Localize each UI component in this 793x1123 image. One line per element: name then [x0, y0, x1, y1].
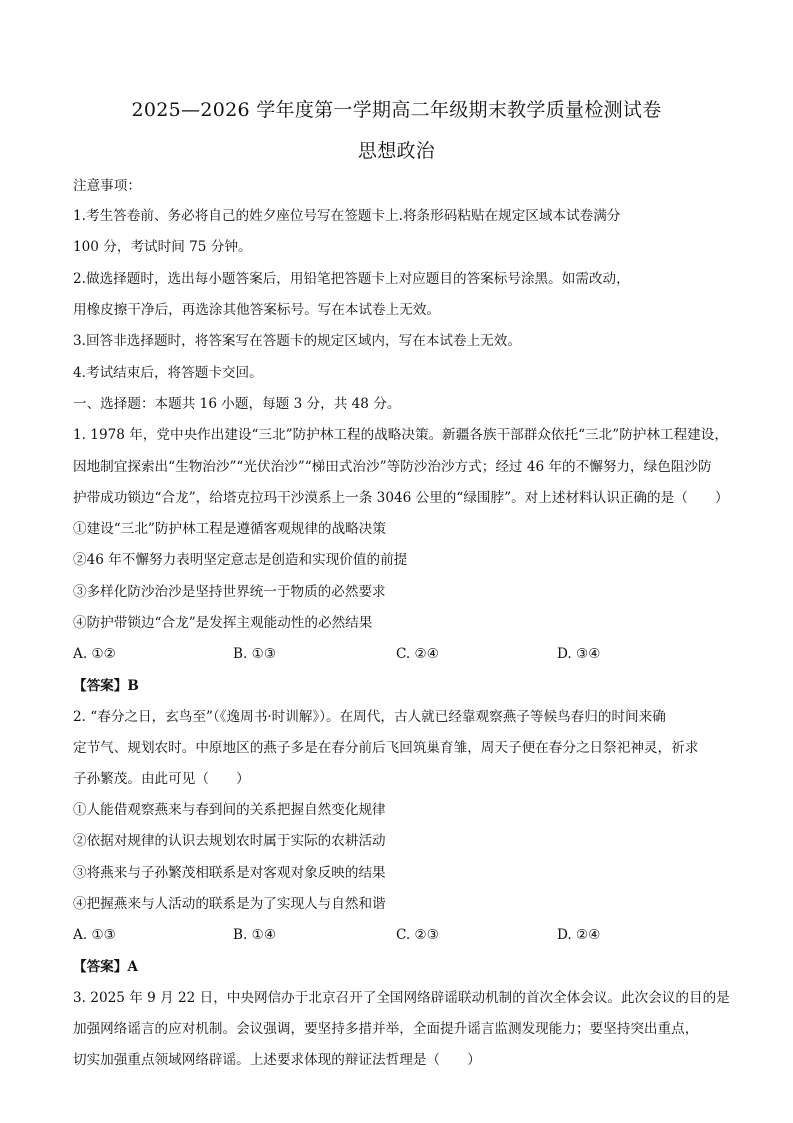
- question-stem-line: 定节气、规划农时。中原地区的燕子多是在春分前后飞回筑巢育雏，周天子便在春分之日祭祀神灵，祈求: [73, 740, 699, 756]
- statement: ③将燕来与子孙繁茂相联系是对客观对象反映的结果: [73, 865, 386, 881]
- notice-item: 2.做选择题时，选出每小题答案后，用铅笔把答题卡上对应题目的答案标号涂黑。如需改动，: [73, 271, 630, 287]
- notice-item: 3.回答非选择题时，将答案写在答题卡的规定区域内，写在本试卷上无效。: [73, 333, 521, 349]
- option-b: B. ①③: [233, 646, 277, 662]
- statement: ①建设“三北”防护林工程是遵循客观规律的战略决策: [73, 521, 386, 537]
- notice-item: 4.考试结束后，将答题卡交回。: [73, 365, 263, 381]
- option-d: D. ②④: [557, 927, 601, 943]
- option-c: C. ②③: [396, 927, 439, 943]
- question-stem-line: 子孙繁茂。由此可见（ ）: [73, 771, 250, 787]
- statement: ④防护带锁边“合龙”是发挥主观能动性的必然结果: [73, 615, 373, 631]
- question-stem-line: 护带成功锁边“合龙”，给塔克拉玛干沙漠系上一条 3046 公里的“绿围脖”。对上述材料认识正确的是（ ）: [73, 490, 729, 506]
- exam-title: 2025—2026 学年度第一学期高二年级期末教学质量检测试卷: [131, 99, 662, 121]
- statement: ①人能借观察燕来与春到间的关系把握自然变化规律: [73, 802, 386, 818]
- answer: 【答案】A: [73, 959, 138, 975]
- statement: ②依据对规律的认识去规划农时属于实际的农耕活动: [73, 833, 386, 849]
- option-d: D. ③④: [557, 646, 601, 662]
- notice-item: 100 分，考试时间 75 分钟。: [73, 239, 252, 255]
- option-c: C. ②④: [396, 646, 439, 662]
- notice-item: 用橡皮擦干净后，再选涂其他答案标号。写在本试卷上无效。: [73, 302, 441, 318]
- question-stem-line: 切实加强重点领域网络辟谣。上述要求体现的辩证法哲理是（ ）: [73, 1052, 481, 1068]
- section-heading: 一、选择题：本题共 16 小题，每题 3 分，共 48 分。: [73, 396, 401, 412]
- option-a: A. ①③: [73, 927, 116, 943]
- notice-heading: 注意事项：: [73, 178, 141, 194]
- subject-title: 思想政治: [357, 140, 436, 162]
- question-stem-line: 因地制宜探索出“生物治沙”“光伏治沙”“梯田式治沙”等防沙治沙方式；经过 46 年的不懈努力，绿色阻沙防: [73, 459, 712, 475]
- option-b: B. ①④: [233, 927, 277, 943]
- question-stem-line: 2. “春分之日，玄鸟至”（《逸周书·时训解》）。在周代，古人就已经靠观察燕子等候鸟春归的时间来确: [73, 709, 666, 725]
- notice-item: 1.考生答卷前、务必将自己的姓夕座位号写在签题卡上.将条形码粘贴在规定区域本试卷满分: [73, 208, 621, 224]
- statement: ④把握燕来与人活动的联系是为了实现人与自然和谐: [73, 896, 386, 912]
- statement: ②46 年不懈努力表明坚定意志是创造和实现价值的前提: [73, 552, 408, 568]
- question-stem-line: 1. 1978 年，党中央作出建设“三北”防护林工程的战略决策。新疆各族干部群众依托“三北”防护林工程建设，: [73, 427, 728, 443]
- answer: 【答案】B: [73, 678, 139, 694]
- question-stem-line: 3. 2025 年 9 月 22 日，中央网信办于北京召开了全国网络辟谣联动机制的首次全体会议。此次会议的目的是: [73, 990, 730, 1006]
- option-a: A. ①②: [73, 646, 116, 662]
- statement: ③多样化防沙治沙是坚持世界统一于物质的必然要求: [73, 584, 386, 600]
- question-stem-line: 加强网络谣言的应对机制。会议强调，要坚持多措并举，全面提升谣言监测发现能力；要坚持突出重点，: [73, 1021, 699, 1037]
